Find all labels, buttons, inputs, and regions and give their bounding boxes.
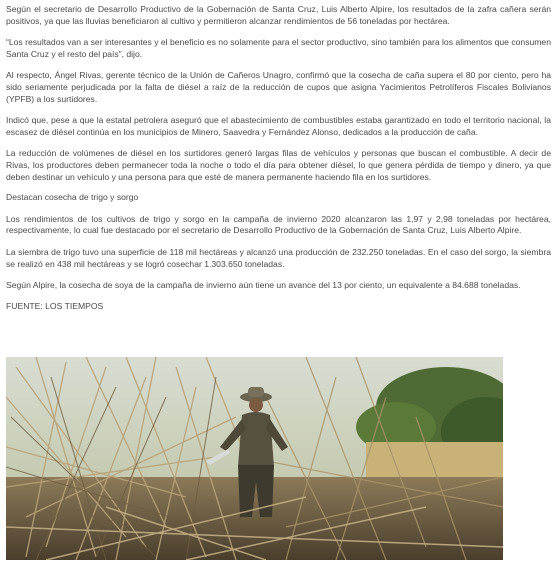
paragraph-quote: “Los resultados van a ser interesantes y el beneficio es no solamente para el sector productivo, sino también para los alimentos que consumen Santa Cruz y el resto del país”, dijo. [6, 37, 551, 59]
paragraph-diesel-shortage: Indicó que, pese a que la estatal petrolera aseguró que el abastecimiento de combustibles estaba garantizado en todo el territorio nacional, la escasez de diésel continúa en los municipios de Minero, Saavedra y Fernández Alonso, dedicados a la producción de caña. [6, 115, 551, 137]
paragraph-wheat-sorghum: La siembra de trigo tuvo una superficie de 118 mil hectáreas y alcanzó una producción de 232.250 toneladas. En el caso del sorgo, la siembra se realizó en 438 mil hectáreas y se logró cosechar 1.303.650 toneladas. [6, 246, 551, 269]
paragraph-intro: Según el secretario de Desarrollo Productivo de la Gobernación de Santa Cruz, Luis Alberto Alpire, los resultados de la zafra cañera serán positivos, ya que las lluvias beneficiaron al cultivo y permitieron alcanzar rendimientos de 56 toneladas por hectárea. [6, 4, 551, 26]
paragraph-soy: Según Alpire, la cosecha de soya de la campaña de invierno aún tiene un avance del 13 por ciento, un equivalente a 84.688 toneladas. [6, 280, 521, 291]
source-credit: FUENTE: LOS TIEMPOS [6, 300, 104, 311]
paragraph-yields: Los rendimientos de los cultivos de trigo y sorgo en la campaña de invierno 2020 alcanzaron las 1,97 y 2,98 toneladas por hectárea, respectivamente, lo cual fue destacado por el secretario de Desarrollo Productivo de la Gobernación de Santa Cruz, Luis Alberto Alpire. [6, 213, 551, 236]
article-body [0, 4, 551, 312]
sugarcane-harvest-photo [6, 357, 503, 560]
paragraph-rivas: Al respecto, Ángel Rivas, gerente técnico de la Unión de Cañeros Unagro, confirmó que la cosecha de caña supera el 80 por ciento, pero ha sido seriamente perjudicada por la falta de diésel a raíz de la reducción de cupos que asigna Yacimientos Petrolíferos Fiscales Bolivianos (YPFB) a los surtidores. [6, 70, 551, 104]
paragraph-fuel-lines: La reducción de volúmenes de diésel en los surtidores generó largas filas de vehículos y personas que buscan el combustible. A decir de Rivas, los productores deben permanecer toda la noche o todo el día para obtener diésel, lo que genera pérdida de tiempo y dinero, ya que deben destinar un vehículo y una persona para que esté de manera permanente haciendo fila en los surtidores. [6, 148, 551, 182]
section-subheading: Destacan cosecha de trigo y sorgo [6, 192, 139, 203]
